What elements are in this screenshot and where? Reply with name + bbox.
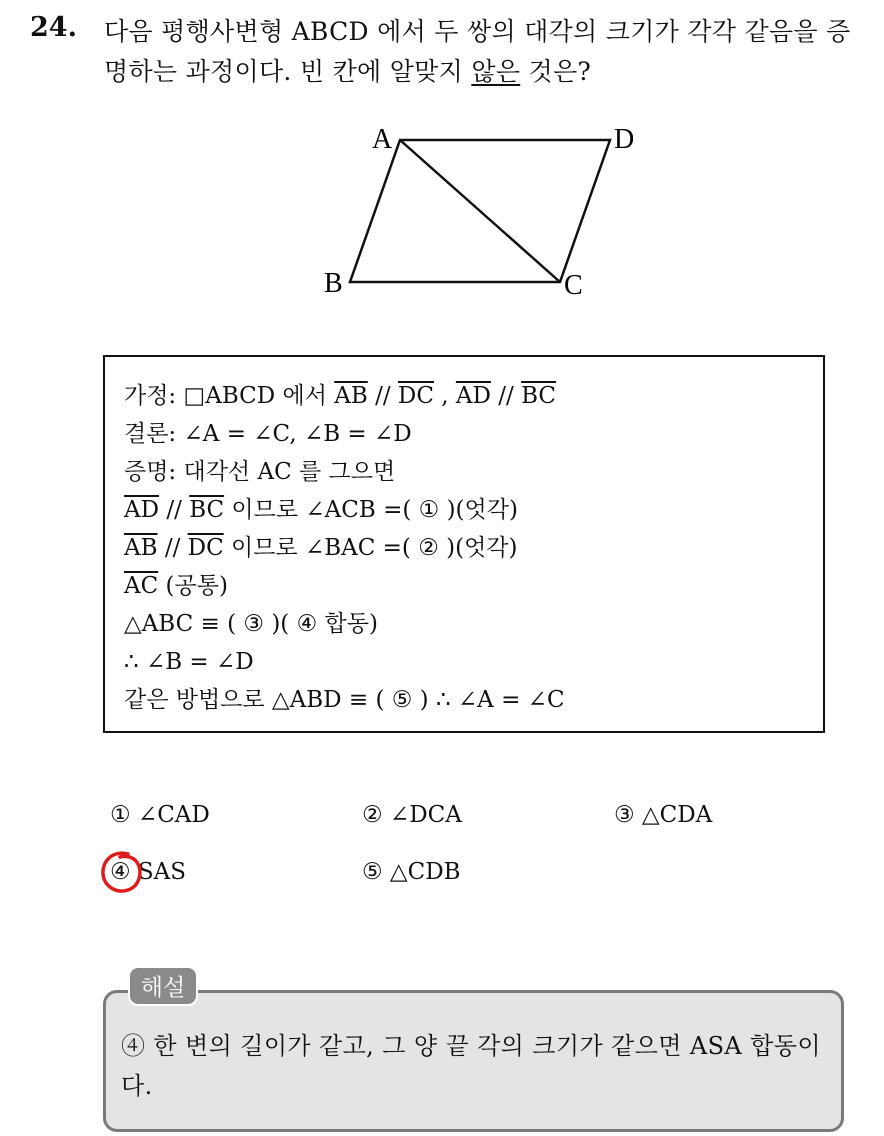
- proof-line-proof-start: 증명: 대각선 AC 를 그으면: [124, 459, 396, 485]
- solution-text: ④ 한 변의 길이가 같고, 그 양 끝 각의 크기가 같으면 ASA 합동이다.: [121, 1032, 821, 1100]
- proof-line-therefore: ∴ ∠B = ∠D: [124, 649, 254, 675]
- choice-5[interactable]: ⑤ △CDB: [362, 859, 461, 885]
- vertex-label-c: C: [564, 270, 583, 301]
- proof-line-congruence: △ABC ≡ ( ③ )( ④ 합동): [124, 611, 378, 637]
- proof-line-common: [124, 571, 228, 601]
- vertex-label-b: B: [324, 268, 343, 299]
- vertex-label-a: A: [372, 124, 393, 155]
- parallel-sign: //: [490, 383, 522, 409]
- separator: ,: [433, 383, 456, 409]
- choice-4[interactable]: ④ SAS: [110, 859, 187, 885]
- proof-line-assumption: [124, 381, 556, 411]
- question-text: [104, 12, 874, 92]
- segment-ad: $\overline{AD}$: [124, 497, 160, 523]
- parallel-sign: //: [157, 535, 188, 561]
- segment-ad: $\overline{AD}$: [455, 383, 491, 409]
- segment-dc: $\overline{DC}$: [187, 535, 224, 561]
- answer-circle-mark: [98, 848, 146, 896]
- segment-ac: $\overline{AC}$: [124, 573, 159, 599]
- step2-rest: 이므로 ∠BAC =( ② )(엇각): [223, 535, 518, 561]
- proof-line-step1: [124, 495, 518, 525]
- proof-line-step2: [124, 533, 518, 563]
- choice-2[interactable]: ② ∠DCA: [362, 802, 462, 828]
- question-text-part2: 것은?: [520, 57, 592, 86]
- parallel-sign: //: [159, 497, 190, 523]
- question-number: 24.: [30, 12, 77, 43]
- segment-ab: $\overline{AB}$: [124, 535, 158, 561]
- proof-line-conclusion: 결론: ∠A = ∠C, ∠B = ∠D: [124, 421, 412, 447]
- question-text-emphasis: 않은: [471, 57, 521, 86]
- solution-tag: 해설: [128, 966, 198, 1006]
- step1-rest: 이므로 ∠ACB =( ① )(엇각): [224, 497, 518, 523]
- segment-dc: $\overline{DC}$: [397, 383, 434, 409]
- vertex-label-d: D: [614, 124, 635, 155]
- question-text-part1: 다음 평행사변형 ABCD 에서 두 쌍의 대각의 크기가 각각 같음을 증명하는 과정이다. 빈 칸에 알맞지: [104, 17, 851, 86]
- proof-box: [103, 355, 825, 733]
- parallelogram-figure: [320, 118, 650, 308]
- common-rest: (공통): [158, 573, 228, 599]
- segment-bc: $\overline{BC}$: [189, 497, 225, 523]
- assumption-prefix: 가정: □ABCD 에서: [124, 383, 335, 409]
- choice-1[interactable]: ① ∠CAD: [110, 802, 210, 828]
- segment-ab: $\overline{AB}$: [334, 383, 368, 409]
- diagonal-ac: [400, 140, 560, 282]
- segment-bc: $\overline{BC}$: [521, 383, 557, 409]
- proof-line-same-method: 같은 방법으로 △ABD ≡ ( ⑤ ) ∴ ∠A = ∠C: [124, 687, 565, 713]
- parallel-sign: //: [367, 383, 398, 409]
- choice-3[interactable]: ③ △CDA: [614, 802, 713, 828]
